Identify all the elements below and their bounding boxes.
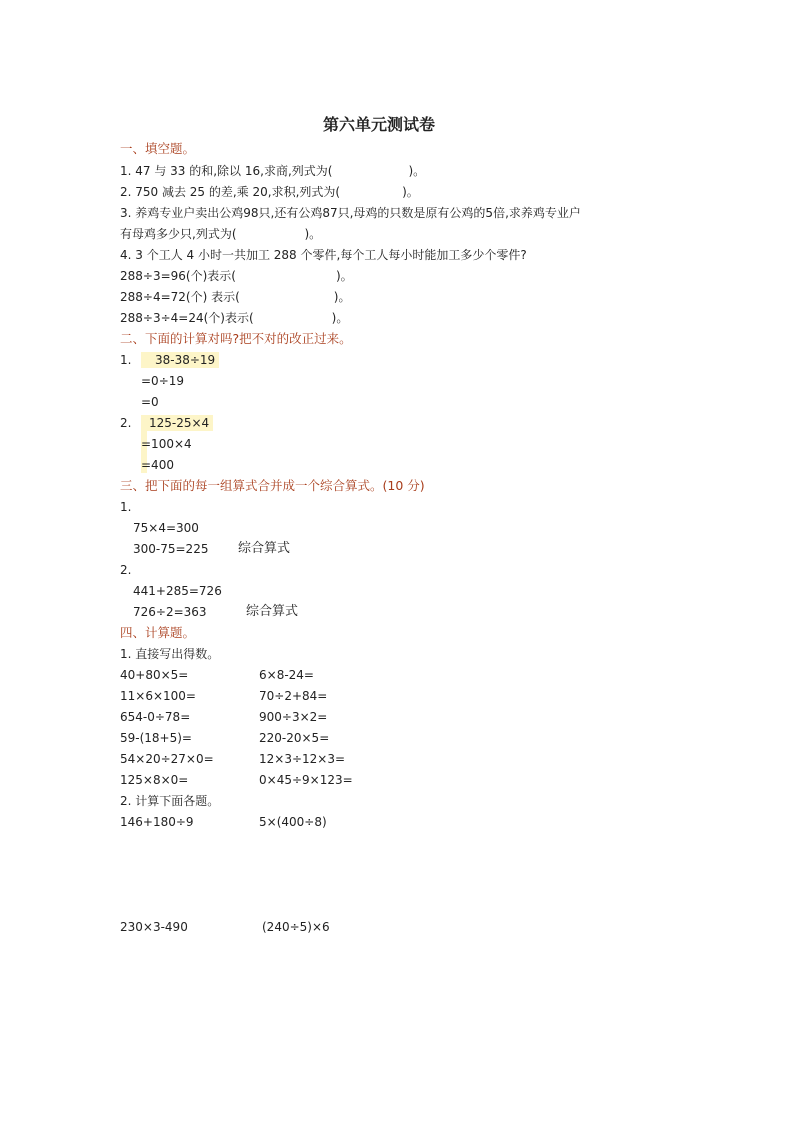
- question-4-c-end: )。: [331, 311, 349, 325]
- question-4-c-expr: 288÷3÷4=24(个)表示(: [120, 311, 254, 325]
- group-1-number: 1.: [120, 500, 132, 514]
- question-4-b-expr: 288÷4=72(个) 表示(: [120, 290, 240, 304]
- section-3-heading: 三、把下面的每一组算式合并成一个综合算式。(10 分): [120, 478, 425, 493]
- calc-problem-1: 146+180÷9: [120, 815, 194, 829]
- problem-2-number: 2.: [120, 416, 132, 430]
- problem-2-step-1: 125-25×4: [141, 415, 213, 431]
- question-3-line-2: [120, 226, 321, 242]
- problem-2-step-2: =100×4: [141, 437, 192, 451]
- question-4-a: [120, 268, 353, 284]
- calc-problem-4: (240÷5)×6: [262, 920, 330, 934]
- question-3-line-1: 3. 养鸡专业户卖出公鸡98只,还有公鸡87只,母鸡的只数是原有公鸡的5倍,求养鸡专业户: [120, 206, 581, 220]
- question-3-text: 有母鸡多少只,列式为(: [120, 227, 237, 241]
- calc-problem-3: 230×3-490: [120, 920, 188, 934]
- question-4-a-end: )。: [335, 269, 353, 283]
- question-1-end: )。: [408, 164, 426, 178]
- question-4-c: [120, 310, 348, 326]
- section-4-sub-1: 1. 直接写出得数。: [120, 647, 220, 661]
- problem-1-step-2: =0÷19: [141, 374, 185, 388]
- oral-calc-right: 900÷3×2=: [259, 710, 328, 724]
- group-1-equation-1: 75×4=300: [133, 521, 199, 535]
- problem-1-step-3: =0: [141, 395, 159, 409]
- group-2-combined-label: 综合算式: [246, 604, 299, 619]
- oral-calc-left: 654-0÷78=: [120, 710, 191, 724]
- oral-calc-left: 125×8×0=: [120, 773, 189, 787]
- oral-calc-left: 54×20÷27×0=: [120, 752, 214, 766]
- question-4: 4. 3 个工人 4 小时一共加工 288 个零件,每个工人每小时能加工多少个零件?: [120, 248, 527, 262]
- question-3-end: )。: [304, 227, 322, 241]
- section-4-sub-2: 2. 计算下面各题。: [120, 794, 220, 808]
- group-2-equation-2: 726÷2=363: [133, 605, 207, 619]
- section-2-heading: 二、下面的计算对吗?把不对的改正过来。: [120, 331, 352, 346]
- section-1-heading: 一、填空题。: [120, 141, 196, 156]
- oral-calc-left: 40+80×5=: [120, 668, 189, 682]
- group-2-equation-1: 441+285=726: [133, 584, 222, 598]
- question-2-end: )。: [402, 185, 419, 199]
- oral-calc-right: 0×45÷9×123=: [259, 773, 353, 787]
- group-1-equation-2: 300-75=225: [133, 542, 209, 556]
- calc-problem-2: 5×(400÷8): [259, 815, 327, 829]
- oral-calc-right: 70÷2+84=: [259, 689, 328, 703]
- group-1-combined-label: 综合算式: [238, 541, 291, 556]
- question-4-b: [120, 289, 350, 305]
- problem-2-step-3: =400: [141, 458, 174, 472]
- section-4-heading: 四、计算题。: [120, 625, 196, 640]
- page-title: 第六单元测试卷: [323, 115, 436, 134]
- oral-calc-right: 6×8-24=: [259, 668, 314, 682]
- oral-calc-left: 11×6×100=: [120, 689, 196, 703]
- problem-1-step-1: 38-38÷19: [141, 352, 219, 368]
- question-2: [120, 184, 419, 200]
- oral-calc-right: 220-20×5=: [259, 731, 330, 745]
- question-1-text: 1. 47 与 33 的和,除以 16,求商,列式为(: [120, 164, 333, 178]
- group-2-number: 2.: [120, 563, 132, 577]
- problem-1-number: 1.: [120, 353, 132, 367]
- oral-calc-left: 59-(18+5)=: [120, 731, 192, 745]
- oral-calc-right: 12×3÷12×3=: [259, 752, 346, 766]
- question-4-a-expr: 288÷3=96(个)表示(: [120, 269, 236, 283]
- question-1: [120, 163, 425, 179]
- question-4-b-end: )。: [333, 290, 351, 304]
- question-2-text: 2. 750 减去 25 的差,乘 20,求积,列式为(: [120, 185, 341, 199]
